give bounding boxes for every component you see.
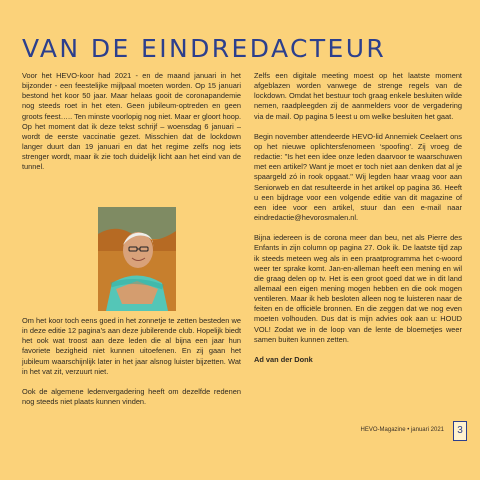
paragraph: Voor het HEVO-koor had 2021 - en de maand januari in het bijzonder - een feestelijke mijlpaal moeten worden. Op 15 januari bestond het koor 50 jaar. Maar helaas gooit de coronapandemie nog steeds roet in het eten. Geen jubileum-optreden en geen groots feest….. Ten minste voorlopig nog niet. Maar er gloort hoop. Op het moment dat ik deze tekst schrijf – woensdag 6 januari – wordt de eerste vaccinatie gezet. Misschien dat de lockdown langer duurt dan 19 januari en dat het regime zelfs nog iets strenger wordt, maar ik zie toch duidelijk licht aan het eind van de tunnel.	[22, 71, 241, 172]
paragraph: Zelfs een digitale meeting moest op het laatste moment afgeblazen worden vanwege de strenge regels van de lockdown. Omdat het bestuur toch graag enkele besluiten wilde nemen, raadpleegden zij de aanmelders voor de vergadering via de mail. Op pagina 5 leest u om welke besluiten het gaat.	[254, 71, 462, 121]
page-title: VAN DE EINDREDACTEUR	[22, 34, 387, 63]
editor-photo	[98, 207, 176, 311]
paragraph: Begin november attendeerde HEVO-lid Annemiek Ceelaert ons op het nieuwe oplichtersfenomeen ‘spoofing’. Zij vroeg de redactie: "Is het een idee onze leden daarvoor te waarschuwen met een artikel? Want je moet er toch niet aan denken dat al je spaargeld zó in rook opgaat." Wij legden haar vraag voor aan Seniorweb en dat resulteerde in het artikel op pagina 36. Heeft u een bijdrage voor een volgende editie van dit magazine of een idee voor een artikel, stuur dan een e-mail naar eindredactie@hevorosmalen.nl.	[254, 131, 462, 223]
paragraph: Om het koor toch eens goed in het zonnetje te zetten besteden we in deze editie 12 pagina’s aan deze jubilerende club. Hopelijk biedt het ook wat troost aan deze leden die al bijna een jaar hun favoriete bezigheid niet kunnen uitoefenen. En zij gaan het jubileum waarschijnlijk later in het jaar alsnog luister bijzetten. Wat in het vat zit, verzuurt niet.	[22, 316, 241, 376]
paragraph: Bijna iedereen is de corona meer dan beu, net als Pierre des Enfants in zijn column op pagina 27. Ook ik. De laatste tijd zap ik steeds meteen weg als in een praatprogramma het c-woord weer ter sprake komt. Jan-en-alleman heeft een mening en wil die graag delen op tv. Het is een groot goed dat we in dit land allemaal een eigen mening mogen hebben en die ook mogen ventileren. Maar ik heb besloten alleen nog te luisteren naar de feiten en de officiële bronnen. En die zeggen dat we nog even moeten volhouden. Dus dat is mijn advies ook aan u: HOUD VOL! Zodat we in de loop van de lente de bloemetjes weer samen buiten kunnen zetten.	[254, 233, 462, 344]
left-column-top	[22, 71, 241, 183]
paragraph: Ook de algemene ledenvergadering heeft om dezelfde redenen nog steeds niet plaats kunnen vinden.	[22, 386, 241, 407]
author-signature: Ad van der Donk	[254, 354, 313, 364]
page-number: 3	[453, 421, 467, 441]
left-column-bottom	[22, 316, 241, 417]
magazine-footer: HEVO-Magazine • januari 2021	[360, 427, 444, 433]
right-column	[254, 71, 462, 375]
